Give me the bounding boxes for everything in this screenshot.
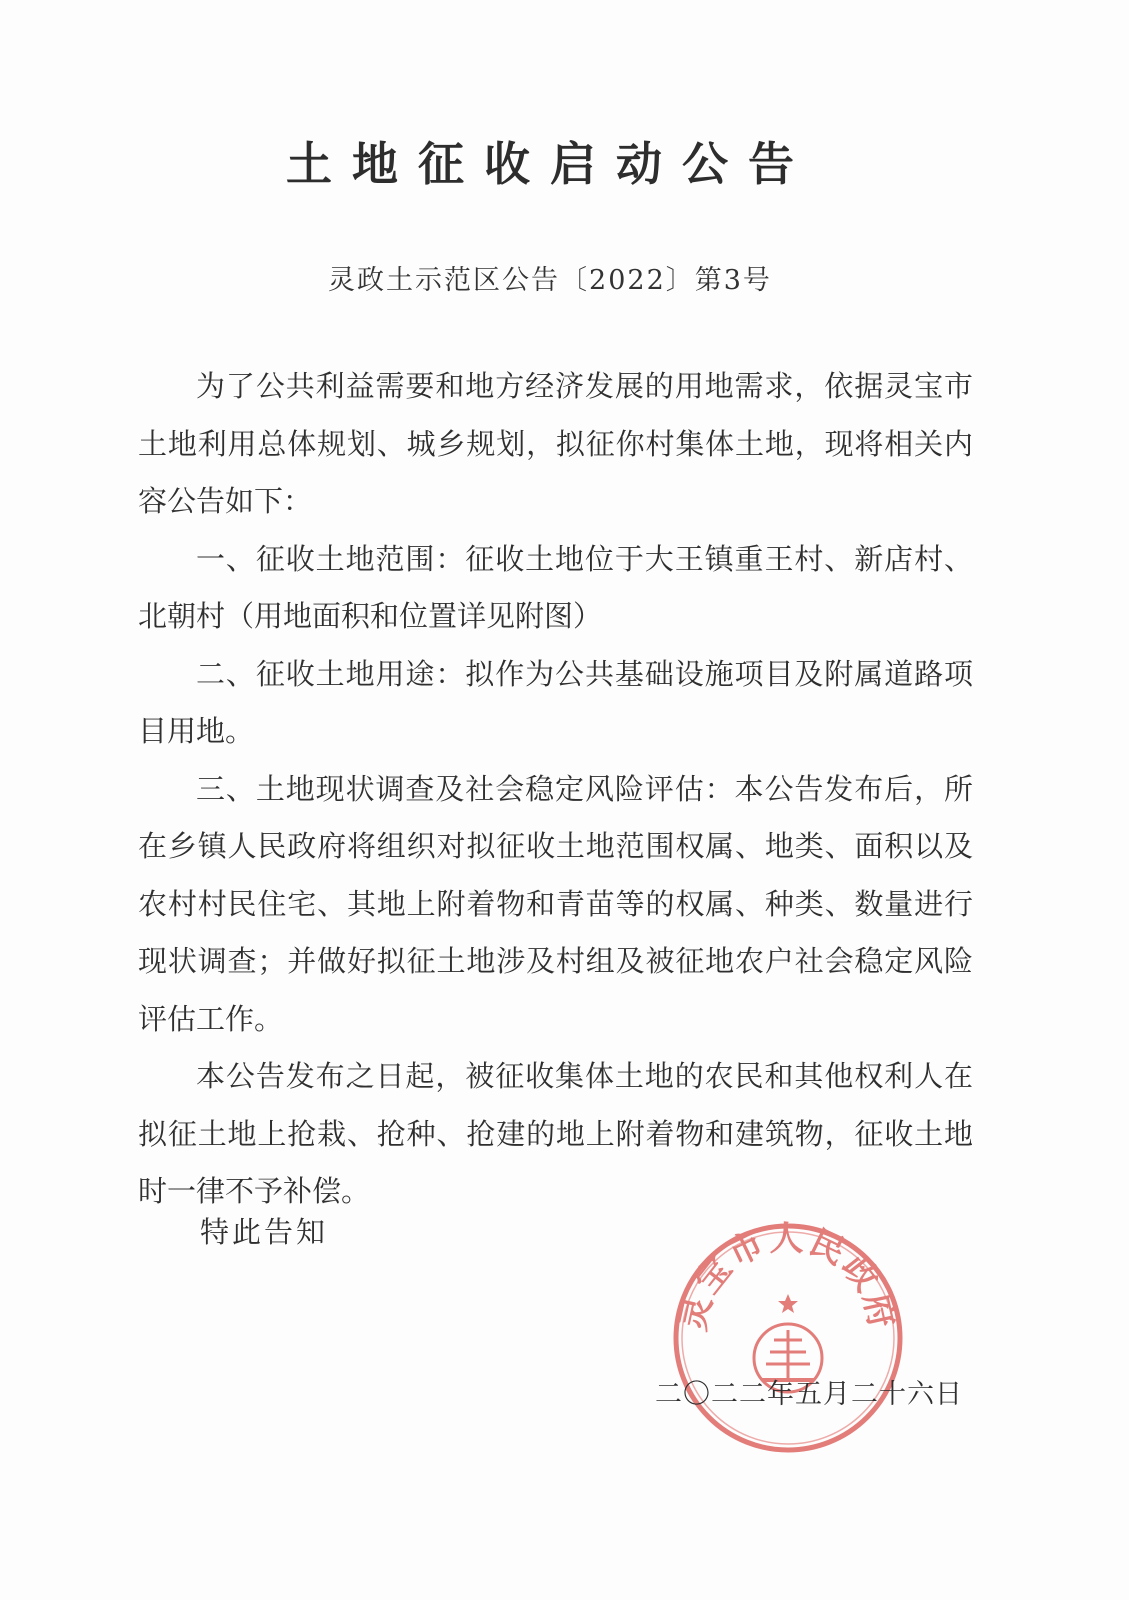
paragraph-scope: 一、征收土地范围：征收土地位于大王镇重王村、新店村、北朝村（用地面积和位置详见附图）: [138, 541, 973, 633]
paragraph-intro: 为了公共利益需要和地方经济发展的用地需求，依据灵宝市土地利用总体规划、城乡规划，拟征你村集体土地，现将相关内容公告如下：: [138, 369, 973, 518]
paragraph-purpose: 二、征收土地用途：拟作为公共基础设施项目及附属道路项目用地。: [138, 656, 973, 748]
paragraph-compensation: 本公告发布之日起，被征收集体土地的农民和其他权利人在拟征土地上抢栽、抢种、抢建的地上附着物和建筑物，征收土地时一律不予补偿。: [138, 1059, 973, 1208]
official-seal-icon: [668, 1218, 908, 1458]
document-title: 土地征收启动公告: [286, 137, 814, 191]
paragraph-survey: 三、土地现状调查及社会稳定风险评估：本公告发布后，所在乡镇人民政府将组织对拟征收土地范围权属、地类、面积以及农村村民住宅、其地上附着物和青苗等的权属、种类、数量进行现状调查；并做好拟征土地涉及村组及被征地农户社会稳定风险评估工作。: [138, 771, 973, 1036]
closing-text: 特此告知: [200, 1215, 329, 1249]
document-number: 灵政土示范区公告〔2022〕第3号: [328, 265, 772, 296]
svg-text:灵宝市人民政府: 灵宝市人民政府: [673, 1219, 903, 1335]
document-date: 二〇二二年五月二十六日: [655, 1379, 963, 1410]
document-body: [138, 358, 973, 1221]
